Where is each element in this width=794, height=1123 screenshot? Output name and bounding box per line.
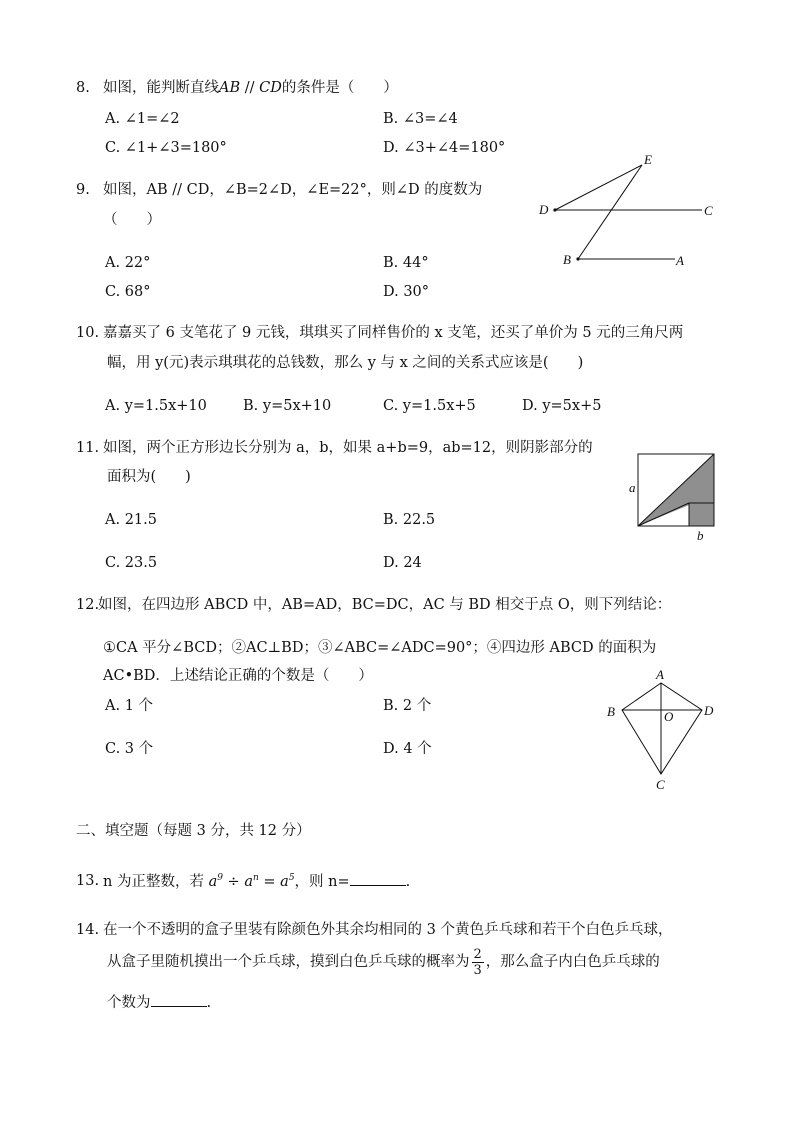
q12-option-b: B. 2 个 xyxy=(383,698,432,714)
q11-option-d: D. 24 xyxy=(383,555,422,571)
label-a: A xyxy=(656,667,664,682)
q12-line1: 如图，在四边形 ABCD 中，AB=AD，BC=DC，AC 与 BD 相交于点 O，则下列结论： xyxy=(98,597,672,613)
q12-option-d: D. 4 个 xyxy=(383,741,432,757)
label-a: a xyxy=(629,480,636,495)
q9-option-c: C. 68° xyxy=(105,284,151,300)
q8-option-d: D. ∠3+∠4=180° xyxy=(383,140,506,156)
label-d: D xyxy=(704,703,714,718)
label-c: C xyxy=(704,203,713,218)
label-d: D xyxy=(539,202,549,217)
q9-paren: （ ） xyxy=(103,212,161,228)
q10-line2: 幅，用 y(元)表示琪琪花的总钱数，那么 y 与 x 之间的关系式应该是( ) xyxy=(107,355,584,371)
q12-line3: AC•BD．上述结论正确的个数是（ ） xyxy=(103,668,373,684)
q11-number: 11. xyxy=(76,440,100,456)
q12-line2: ①CA 平分∠BCD；②AC⊥BD；③∠ABC=∠ADC=90°；④四边形 ABCD 的面积为 xyxy=(103,640,657,656)
q14-answer-blank[interactable] xyxy=(151,994,207,1007)
q13-stem: n 为正整数，若 $a^9 \div a^n = a^5$，则 n= . xyxy=(103,873,411,890)
section-heading: 二、填空题（每题 3 分，共 12 分） xyxy=(76,823,311,839)
quadrilateral-abcd xyxy=(622,683,702,774)
q8-option-a: A. ∠1=∠2 xyxy=(105,111,180,127)
q11-option-c: C. 23.5 xyxy=(105,555,158,571)
q14-number: 14. xyxy=(76,922,100,938)
q10-option-c: C. y=1.5x+5 xyxy=(383,398,476,414)
q9-stem: 如图，AB // CD，∠B=2∠D，∠E=22°，则∠D 的度数为 xyxy=(103,182,483,198)
q9-option-a: A. 22° xyxy=(105,255,151,271)
q12-option-c: C. 3 个 xyxy=(105,741,154,757)
q9-option-d: D. 30° xyxy=(383,284,430,300)
q8-option-b: B. ∠3=∠4 xyxy=(383,111,458,127)
q11-line1: 如图，两个正方形边长分别为 a，b，如果 a+b=9，ab=12，则阴影部分的 xyxy=(103,440,593,456)
q10-option-d: D. y=5x+5 xyxy=(522,398,602,414)
q8-option-c: C. ∠1+∠3=180° xyxy=(105,140,227,156)
q10-option-b: B. y=5x+10 xyxy=(243,398,332,414)
label-o: O xyxy=(664,709,674,724)
label-b: B xyxy=(607,704,615,719)
line-de xyxy=(555,165,642,210)
q11-line2: 面积为( ) xyxy=(107,469,191,485)
q9-number: 9. xyxy=(76,182,90,198)
label-b: B xyxy=(563,252,571,267)
label-e: E xyxy=(644,152,652,167)
q8-number: 8. xyxy=(76,80,90,96)
q10-line1: 嘉嘉买了 6 支笔花了 9 元钱，琪琪买了同样售价的 x 支笔，还买了单价为 5 元的三角尺两 xyxy=(103,325,684,341)
label-b: b xyxy=(697,528,704,543)
q11-option-b: B. 22.5 xyxy=(383,512,436,528)
q9-option-b: B. 44° xyxy=(383,255,429,271)
q9-figure xyxy=(530,148,730,273)
q12-option-a: A. 1 个 xyxy=(105,698,154,714)
label-a: A xyxy=(676,253,684,268)
q13-answer-blank[interactable] xyxy=(350,873,406,886)
q13-number: 13. xyxy=(76,873,100,889)
q12-figure xyxy=(600,666,725,796)
q14-line1: 在一个不透明的盒子里装有除颜色外其余均相同的 3 个黄色乒乓球和若干个白色乒乓球， xyxy=(103,922,673,938)
shaded-small-square xyxy=(689,503,714,526)
q10-number: 10. xyxy=(76,325,100,341)
q11-figure xyxy=(622,448,722,546)
probability-fraction: $\frac{2}{3}$ xyxy=(473,947,482,978)
line-eb xyxy=(578,165,642,259)
label-c: C xyxy=(656,777,665,792)
q11-option-a: A. 21.5 xyxy=(105,512,157,528)
q12-number: 12. xyxy=(76,597,100,613)
q14-line3: 个数为 . xyxy=(107,995,212,1011)
q8-stem: 如图，能判断直线AB // CD的条件是（ ） xyxy=(103,80,398,96)
q14-line2: 从盒子里随机摸出一个乒乓球，摸到白色乒乓球的概率为 $\frac{2}{3}$ ，那么盒子内白色乒乓球的 xyxy=(107,947,660,978)
q10-option-a: A. y=1.5x+10 xyxy=(105,398,207,414)
